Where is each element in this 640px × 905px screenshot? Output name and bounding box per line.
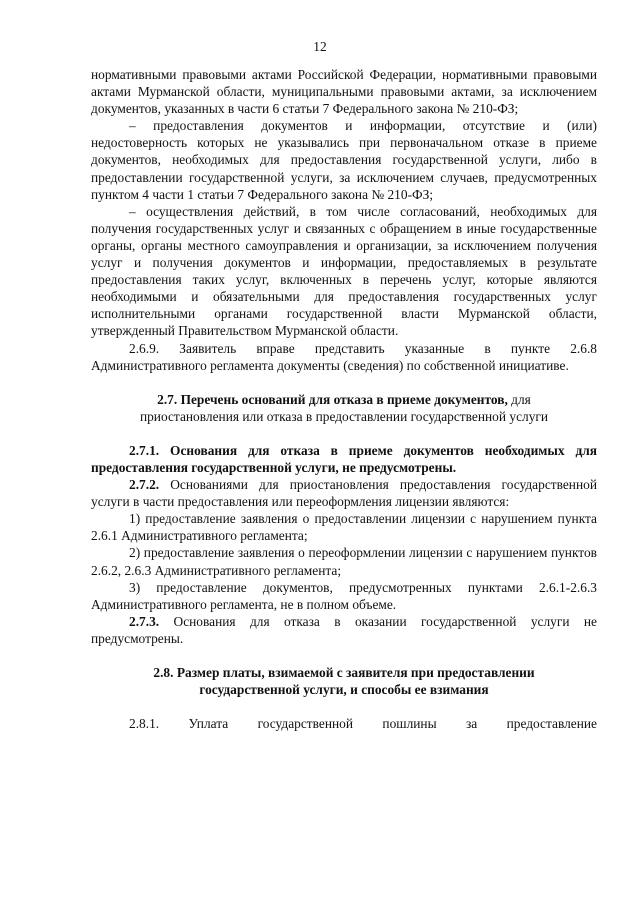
- spacer: [91, 425, 597, 442]
- page-number: 12: [313, 39, 327, 54]
- paragraph-2-7-1: 2.7.1. Основания для отказа в приеме документов необходимых для предоставления государственной услуги, не предусмотрены.: [91, 442, 597, 475]
- section-2-8-heading-line2: государственной услуги, и способы ее взимания: [199, 682, 489, 698]
- spacer: [91, 698, 597, 715]
- section-2-8-heading: [91, 664, 597, 698]
- section-2-8-heading-line1: 2.8. Размер платы, взимаемой с заявителя при предоставлении: [153, 665, 535, 680]
- spacer: [91, 647, 597, 664]
- paragraph-actions-approvals: – осуществления действий, в том числе согласований, необходимых для получения государственных услуг и связанных с обращением в иные государственные органы, органы местного самоуправления и организации, за исключением получения услуг и получения документов и информации, предоставляемых в результате предоставления таких услуг, включенных в перечень услуг, которые являются необходимыми и обязательными для предоставления государственных услуг исполнительными органами государственной власти Мурманской области, утвержденный Правительством Мурманской области.: [91, 203, 597, 339]
- section-2-7-heading-line2: приостановления или отказа в предоставлении государственной услуги: [139, 408, 549, 424]
- paragraph-documents-provision: – предоставления документов и информации, отсутствие и (или) недостоверность которых не указывались при первоначальном отказе в приеме документов, необходимых для предоставления государственной услуги, либо в предоставлении государственной услуги, за исключением случаев, предусмотренных пунктом 4 части 1 статьи 7 Федерального закона № 210-ФЗ;: [91, 118, 597, 202]
- paragraph-2-6-9: 2.6.9. Заявитель вправе представить указанные в пункте 2.6.8 Административного регламента документы (сведения) по собственной инициативе.: [91, 340, 597, 373]
- section-2-7-heading-rest: для: [507, 391, 531, 407]
- paragraph-2-8-1: 2.8.1. Уплата государственной пошлины за предоставление: [129, 716, 597, 732]
- list-item-3: 3) предоставление документов, предусмотренных пунктами 2.6.1-2.6.3 Административного регламента, не в полном объеме.: [91, 579, 597, 612]
- spacer: [91, 374, 597, 391]
- list-item-2: 2) предоставление заявления о переоформлении лицензии с нарушением пунктов 2.6.2, 2.6.3 Административного регламента;: [91, 545, 597, 578]
- section-2-7-heading: [91, 391, 597, 425]
- paragraph-2-7-3-number: 2.7.3.: [129, 613, 160, 629]
- document-body: [91, 66, 597, 732]
- section-2-7-heading-bold: 2.7. Перечень оснований для отказа в приеме документов,: [157, 391, 508, 407]
- paragraph-2-7-2: [91, 476, 597, 510]
- paragraph-continuation: нормативными правовыми актами Российской Федерации, нормативными правовыми актами Мурманской области, муниципальными правовыми актами, за исключением документов, указанных в части 6 статьи 7 Федерального закона № 210-ФЗ;: [91, 67, 597, 117]
- paragraph-2-7-3-text: Основания для отказа в оказании государственной услуги не предусмотрены.: [91, 613, 597, 646]
- list-item-1: 1) предоставление заявления о предоставлении лицензии с нарушением пункта 2.6.1 Административного регламента;: [91, 511, 597, 544]
- paragraph-2-7-2-number: 2.7.2.: [129, 477, 160, 493]
- paragraph-2-7-3: [91, 613, 597, 647]
- paragraph-2-7-2-text: Основаниями для приостановления предоставления государственной услуги в части предоставления или переоформления лицензии являются:: [91, 477, 597, 510]
